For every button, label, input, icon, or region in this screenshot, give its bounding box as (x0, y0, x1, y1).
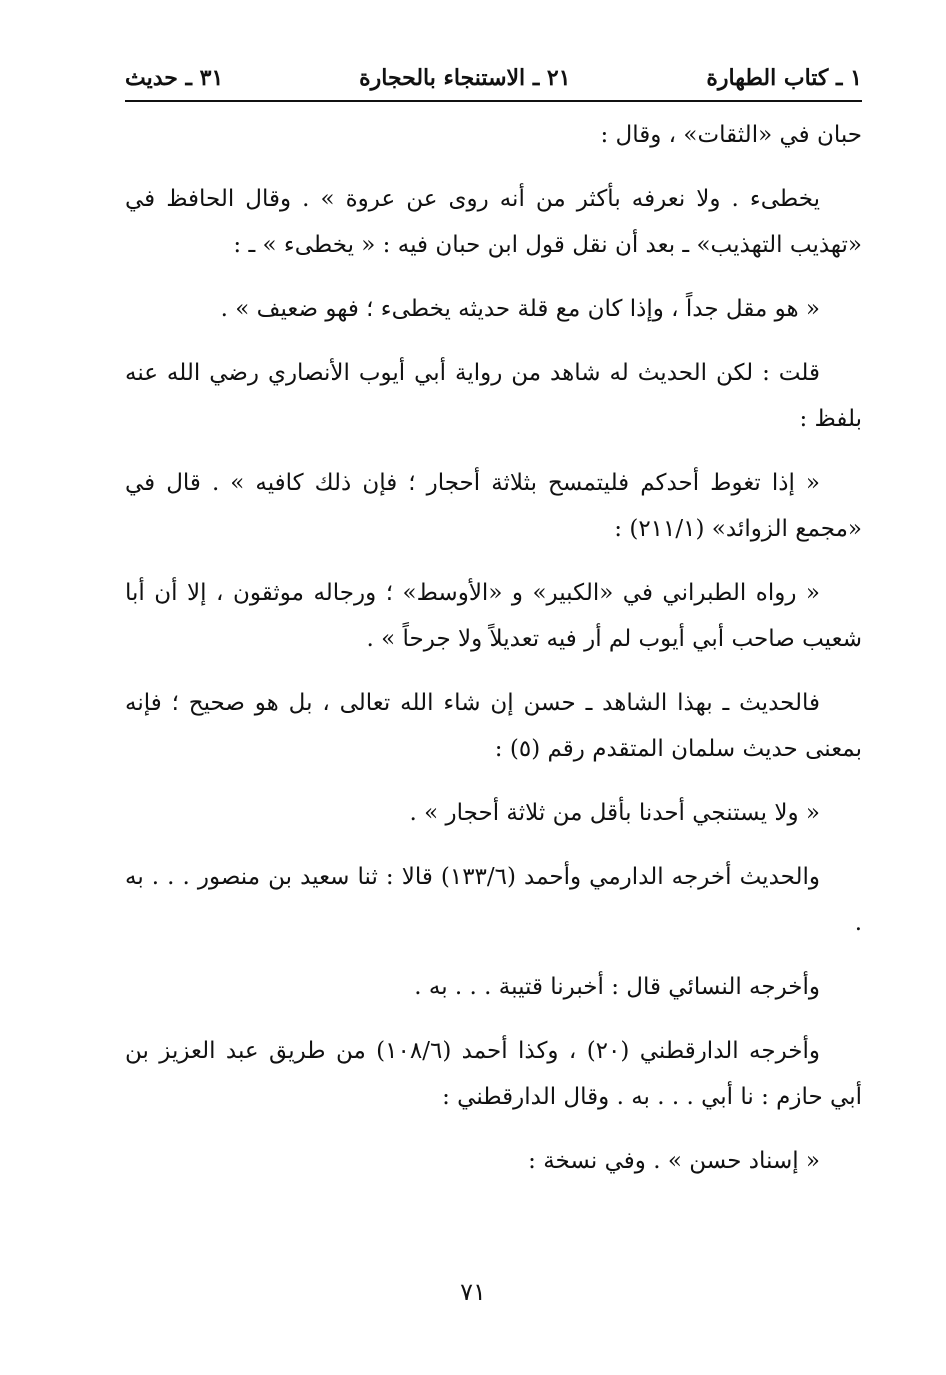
quote-paragraph: « إسناد حسن » . وفي نسخة : (528, 1148, 820, 1174)
quote-paragraph: « هو مقل جداً ، وإذا كان مع قلة حديثه يخطىء ؛ فهو ضعيف » . (220, 296, 820, 322)
paragraph: وأخرجه الدارقطني (٢٠) ، وكذا أحمد (١٠٨/٦) من طريق عبد العزيز بن أبي حازم : نا أبي . . . به . وقال الدارقطني : (125, 1038, 862, 1110)
paragraph: فالحديث ـ بهذا الشاهد ـ حسن إن شاء الله تعالى ، بل هو صحيح ؛ فإنه بمعنى حديث سلمان المتقدم رقم (٥) : (125, 690, 862, 762)
paragraph: حبان في «الثقات» ، وقال : (600, 122, 862, 148)
running-header (125, 58, 862, 98)
paragraph: وأخرجه النسائي قال : أخبرنا قتيبة . . . به . (414, 974, 820, 1000)
quote-paragraph: « ولا يستنجي أحدنا بأقل من ثلاثة أحجار » . (409, 800, 820, 826)
header-hadith-number: ٣١ ـ حديث (125, 65, 224, 91)
paragraph: والحديث أخرجه الدارمي وأحمد (١٣٣/٦) قالا : ثنا سعيد بن منصور . . . به . (125, 864, 862, 936)
paragraph: يخطىء . ولا نعرفه بأكثر من أنه روى عن عروة » . وقال الحافظ في «تهذيب التهذيب» ـ بعد أن نقل قول ابن حبان فيه : « يخطىء » ـ : (125, 186, 862, 258)
page-body (125, 112, 862, 1184)
paragraph: قلت : لكن الحديث له شاهد من رواية أبي أيوب الأنصاري رضي الله عنه بلفظ : (125, 360, 862, 432)
header-book-title: ١ ـ كتاب الطهارة (706, 65, 862, 91)
header-rule (125, 100, 862, 102)
header-chapter-title: ٢١ ـ الاستنجاء بالحجارة (359, 65, 571, 91)
book-page (125, 58, 862, 1202)
paragraph: « رواه الطبراني في «الكبير» و «الأوسط» ؛ ورجاله موثقون ، إلا أن أبا شعيب صاحب أبي أيوب لم أر فيه تعديلاً ولا جرحاً » . (125, 580, 862, 652)
page-number: ٧١ (460, 1278, 486, 1306)
paragraph: « إذا تغوط أحدكم فليتمسح بثلاثة أحجار ؛ فإن ذلك كافيه » . قال في «مجمع الزوائد» (٢١١/١) : (125, 470, 862, 542)
